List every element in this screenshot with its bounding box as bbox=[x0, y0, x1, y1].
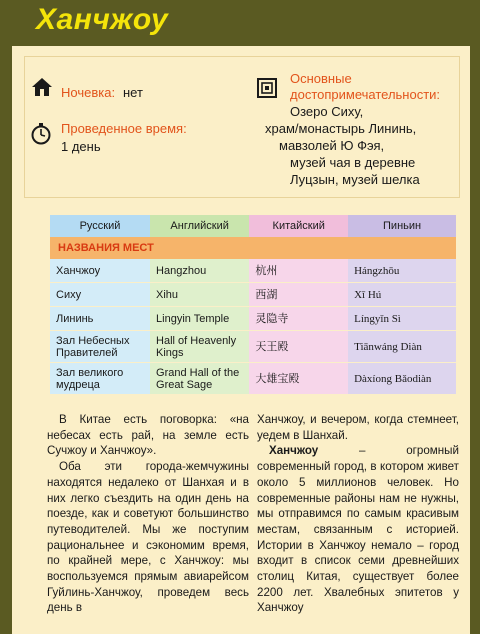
sights-label-line1: Основные bbox=[290, 71, 352, 86]
header-pinyin: Пиньин bbox=[348, 215, 456, 237]
cell-py: Tiānwáng Diàn bbox=[348, 331, 456, 362]
header-russian: Русский bbox=[50, 215, 150, 237]
cell-en: Grand Hall of the Great Sage bbox=[150, 363, 249, 394]
sights-line: мавзолей Ю Фэя, bbox=[279, 138, 385, 153]
house-icon bbox=[31, 77, 53, 97]
table-row bbox=[50, 283, 456, 306]
page-title: Ханчжоу bbox=[36, 3, 169, 36]
cell-py: Dàxíong Bǎodiàn bbox=[348, 363, 456, 394]
cell-zh: 天王殿 bbox=[249, 331, 348, 362]
paragraph bbox=[257, 443, 459, 616]
cell-zh: 大雄宝殿 bbox=[249, 363, 348, 394]
cell-ru: Зал великого мудреца bbox=[50, 363, 150, 394]
table-header-row bbox=[50, 215, 456, 237]
page bbox=[12, 0, 470, 634]
section-title: НАЗВАНИЯ МЕСТ bbox=[50, 237, 456, 259]
paragraph-text: – огромный современный город, в котором живет около 5 миллионов человек. Но современные районы нам не нужны, мы отправимся по самым красивым местам, связанным с историей. Истории в Ханчжоу немало – город входит в список семи древнейших столиц Китая, существует более 2200 лет. Хвалебных эпитетов у Ханчжоу bbox=[257, 444, 459, 615]
cell-py: Língyǐn Sì bbox=[348, 307, 456, 330]
cell-ru: Зал Небесных Правителей bbox=[50, 331, 150, 362]
clock-icon bbox=[31, 123, 51, 145]
cell-py: Hángzhōu bbox=[348, 259, 456, 282]
table-row bbox=[50, 331, 456, 362]
cell-en: Xihu bbox=[150, 283, 249, 306]
header-english: Английский bbox=[150, 215, 249, 237]
text-column-right bbox=[257, 412, 459, 616]
landmark-icon bbox=[257, 78, 277, 98]
cell-ru: Сиху bbox=[50, 283, 150, 306]
cell-en: Hangzhou bbox=[150, 259, 249, 282]
table-section-row bbox=[50, 237, 456, 259]
cell-zh: 西湖 bbox=[249, 283, 348, 306]
cell-zh: 灵隐寺 bbox=[249, 307, 348, 330]
place-names-table bbox=[50, 215, 456, 394]
cell-en: Lingyin Temple bbox=[150, 307, 249, 330]
stay-label: Ночевка: bbox=[61, 85, 116, 100]
sights-label-line2: достопримечательности: bbox=[290, 87, 441, 102]
time-value: 1 день bbox=[61, 139, 101, 154]
table-row bbox=[50, 259, 456, 282]
paragraph: В Китае есть поговорка: «на небесах есть рай, на земле есть Сучжоу и Ханчжоу». bbox=[47, 413, 249, 458]
table-row bbox=[50, 307, 456, 330]
header-chinese: Китайский bbox=[249, 215, 348, 237]
paragraph: Ханчжоу, и вечером, когда стемнеет, уедем в Шанхай. bbox=[257, 413, 459, 442]
sights-line: музей чая в деревне bbox=[290, 155, 416, 170]
text-column-left bbox=[47, 412, 249, 616]
info-box bbox=[24, 56, 460, 198]
sights-line: Луцзын, музей шелка bbox=[290, 172, 420, 187]
sights-line: Озеро Сиху, bbox=[290, 104, 364, 119]
cell-py: Xī Hú bbox=[348, 283, 456, 306]
cell-en: Hall of Heavenly Kings bbox=[150, 331, 249, 362]
cell-ru: Лининь bbox=[50, 307, 150, 330]
paragraph: Оба эти города-жемчужины находятся недалеко от Шанхая и в них легко съездить на один день на поезде, как и советуют большинство путеводителей. Мы же поступим рациональнее и сэкономим время, по крайней мере, с Ханчжоу: мы воспользуемся прямым авиарейсом Гуйлинь-Ханчжоу, проведем весь день в bbox=[47, 460, 249, 615]
sights-line: храм/монастырь Лининь, bbox=[265, 121, 417, 136]
title-bar bbox=[12, 0, 470, 46]
cell-zh: 杭州 bbox=[249, 259, 348, 282]
bold-term: Ханчжоу bbox=[269, 444, 319, 458]
cell-ru: Ханчжоу bbox=[50, 259, 150, 282]
stay-value: нет bbox=[123, 85, 143, 100]
table-row bbox=[50, 363, 456, 394]
time-label: Проведенное время: bbox=[61, 121, 187, 136]
